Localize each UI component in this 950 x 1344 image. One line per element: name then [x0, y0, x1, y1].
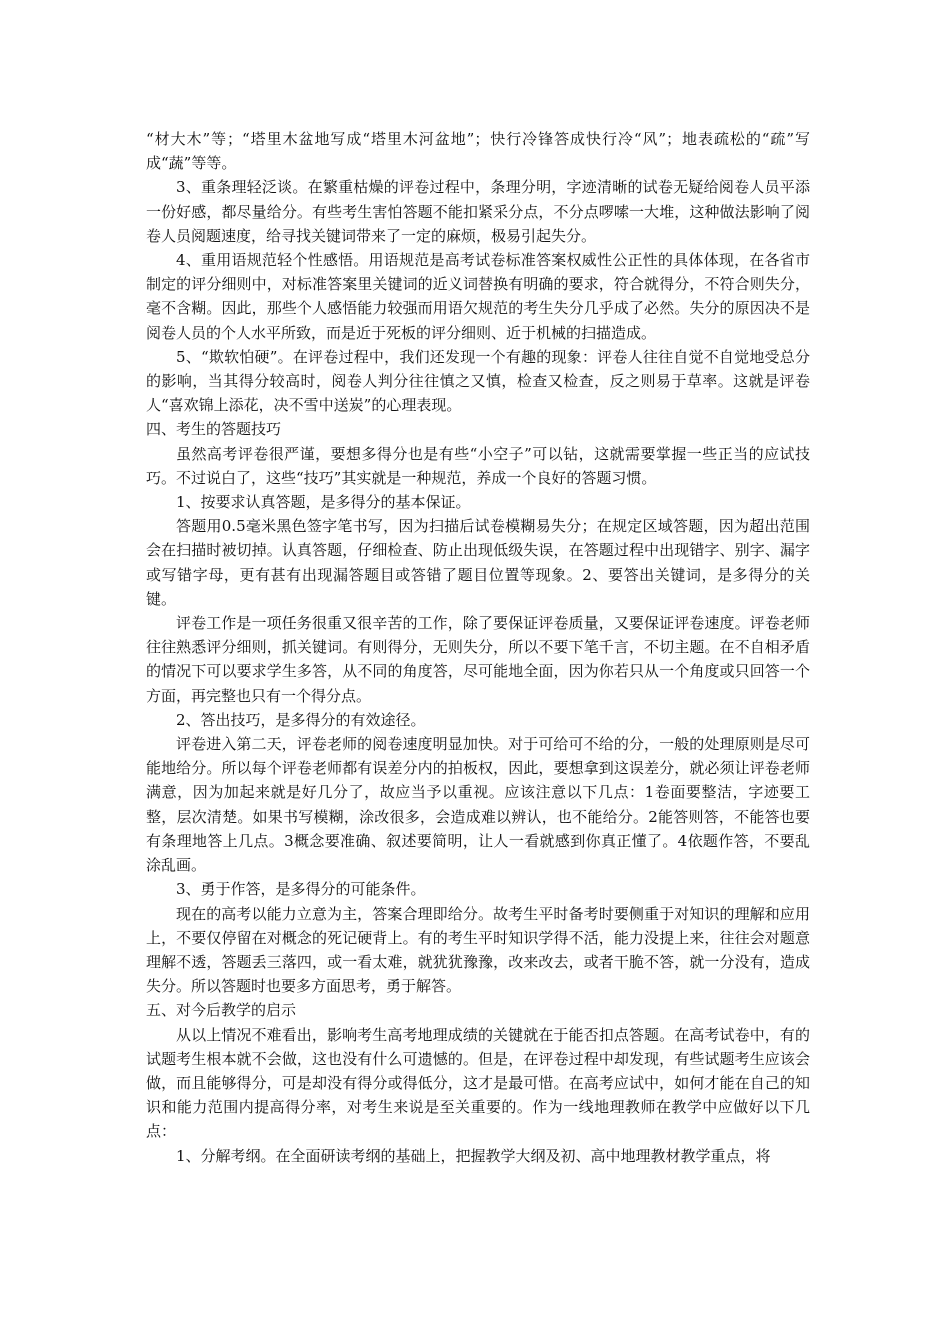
subheading-3: 3、勇于作答，是多得分的可能条件。	[176, 880, 426, 899]
paragraph-intro: 虽然高考评卷很严谨，要想多得分也是有些“小空子”可以钻，这就需要掌握一些正当的应试技巧。不过说白了，这些“技巧”其实就是一种规范，养成一个良好的答题习惯。	[146, 444, 810, 487]
paragraph-keywords: 评卷工作是一项任务很重又很辛苦的工作，除了要保证评卷质量，又要保证评卷速度。评卷老师往往熟悉评分细则，抓关键词。有则得分，无则失分，所以不要下笔千言，不切主题。在不自相矛盾的情况下可以要求学生多答，从不同的角度答，尽可能地全面，因为你若只从一个角度或只回答一个方面，再完整也只有一个得分点。	[146, 614, 810, 705]
paragraph-answer-rules: 答题用0.5毫米黑色签字笔书写，因为扫描后试卷模糊易失分；在规定区域答题，因为超出范围会在扫描时被切掉。认真答题，仔细检查、防止出现低级失误，在答题过程中出现错字、别字、漏字或写错字母，更有甚有出现漏答题目或答错了题目位置等现象。2、要答出关键词，是多得分的关键。	[146, 517, 810, 608]
paragraph-item-4: 4、重用语规范轻个性感悟。用语规范是高考试卷标准答案权威性公正性的具体体现，在各省市制定的评分细则中，对标准答案里关键词的近义词替换有明确的要求，符合就得分，不符合则失分，毫不含糊。因此，那些个人感悟能力较强而用语欠规范的考生失分几乎成了必然。失分的原因决不是阅卷人员的个人水平所致，而是近于死板的评分细则、近于机械的扫描造成。	[146, 251, 810, 342]
section-heading-5: 五、对今后教学的启示	[146, 1001, 297, 1020]
paragraph-continued: “材大木”等；“塔里木盆地写成“塔里木河盆地”；快行冷锋答成快行冷“风”；地表疏松的“疏”写成“蔬”等等。	[146, 130, 810, 173]
paragraph-item-5: 5、“欺软怕硬”。在评卷过程中，我们还发现一个有趣的现象：评卷人往往自觉不自觉地受总分的影响，当其得分较高时，阅卷人判分往往慎之又慎，检查又检查，反之则易于草率。这就是评卷人“喜欢锦上添花，决不雪中送炭”的心理表现。	[146, 347, 810, 415]
document-body	[146, 127, 810, 1168]
paragraph-item-3: 3、重条理轻泛谈。在繁重枯燥的评卷过程中，条理分明，字迹清晰的试卷无疑给阅卷人员平添一份好感，都尽量给分。有些考生害怕答题不能扣紧采分点，不分点啰嗦一大堆，这种做法影响了阅卷人员阅题速度，给寻找关键词带来了一定的麻烦，极易引起失分。	[146, 178, 810, 245]
paragraph-outline: 1、分解考纲。在全面研读考纲的基础上，把握教学大纲及初、高中地理教材教学重点，将	[176, 1146, 771, 1165]
subheading-2: 2、答出技巧，是多得分的有效途径。	[176, 710, 426, 729]
section-heading-4: 四、考生的答题技巧	[146, 420, 282, 439]
paragraph-techniques: 评卷进入第二天，评卷老师的阅卷速度明显加快。对于可给可不给的分，一般的处理原则是尽可能地给分。所以每个评卷老师都有误差分内的拍板权，因此，要想拿到这误差分，就必须让评卷老师满意，因为加起来就是好几分了，故应当予以重视。应该注意以下几点：1卷面要整洁，字迹要工整，层次清楚。如果书写模糊，涂改很多，会造成难以辨认，也不能给分。2能答则答，不能答也要有条理地答上几点。3概念要准确、叙述要简明，让人一看就感到你真正懂了。4依题作答，不要乱涂乱画。	[146, 735, 810, 875]
subheading-1: 1、按要求认真答题，是多得分的基本保证。	[176, 493, 471, 512]
paragraph-teaching: 从以上情况不难看出，影响考生高考地理成绩的关键就在于能否扣点答题。在高考试卷中，有的试题考生根本就不会做，这也没有什么可遗憾的。但是，在评卷过程中却发现，有些试题考生应该会做，而且能够得分，可是却没有得分或得低分，这才是最可惜。在高考应试中，如何才能在自己的知识和能力范围内提高得分率，对考生来说是至关重要的。作为一线地理教师在教学中应做好以下几点：	[146, 1025, 810, 1141]
paragraph-courage: 现在的高考以能力立意为主，答案合理即给分。故考生平时备考时要侧重于对知识的理解和应用上，不要仅停留在对概念的死记硬背上。有的考生平时知识学得不活，能力没提上来，往往会对题意理解不透，答题丢三落四，或一看太难，就犹犹豫豫，改来改去，或者干脆不答，就一分没有，造成失分。所以答题时也要多方面思考，勇于解答。	[146, 904, 810, 996]
